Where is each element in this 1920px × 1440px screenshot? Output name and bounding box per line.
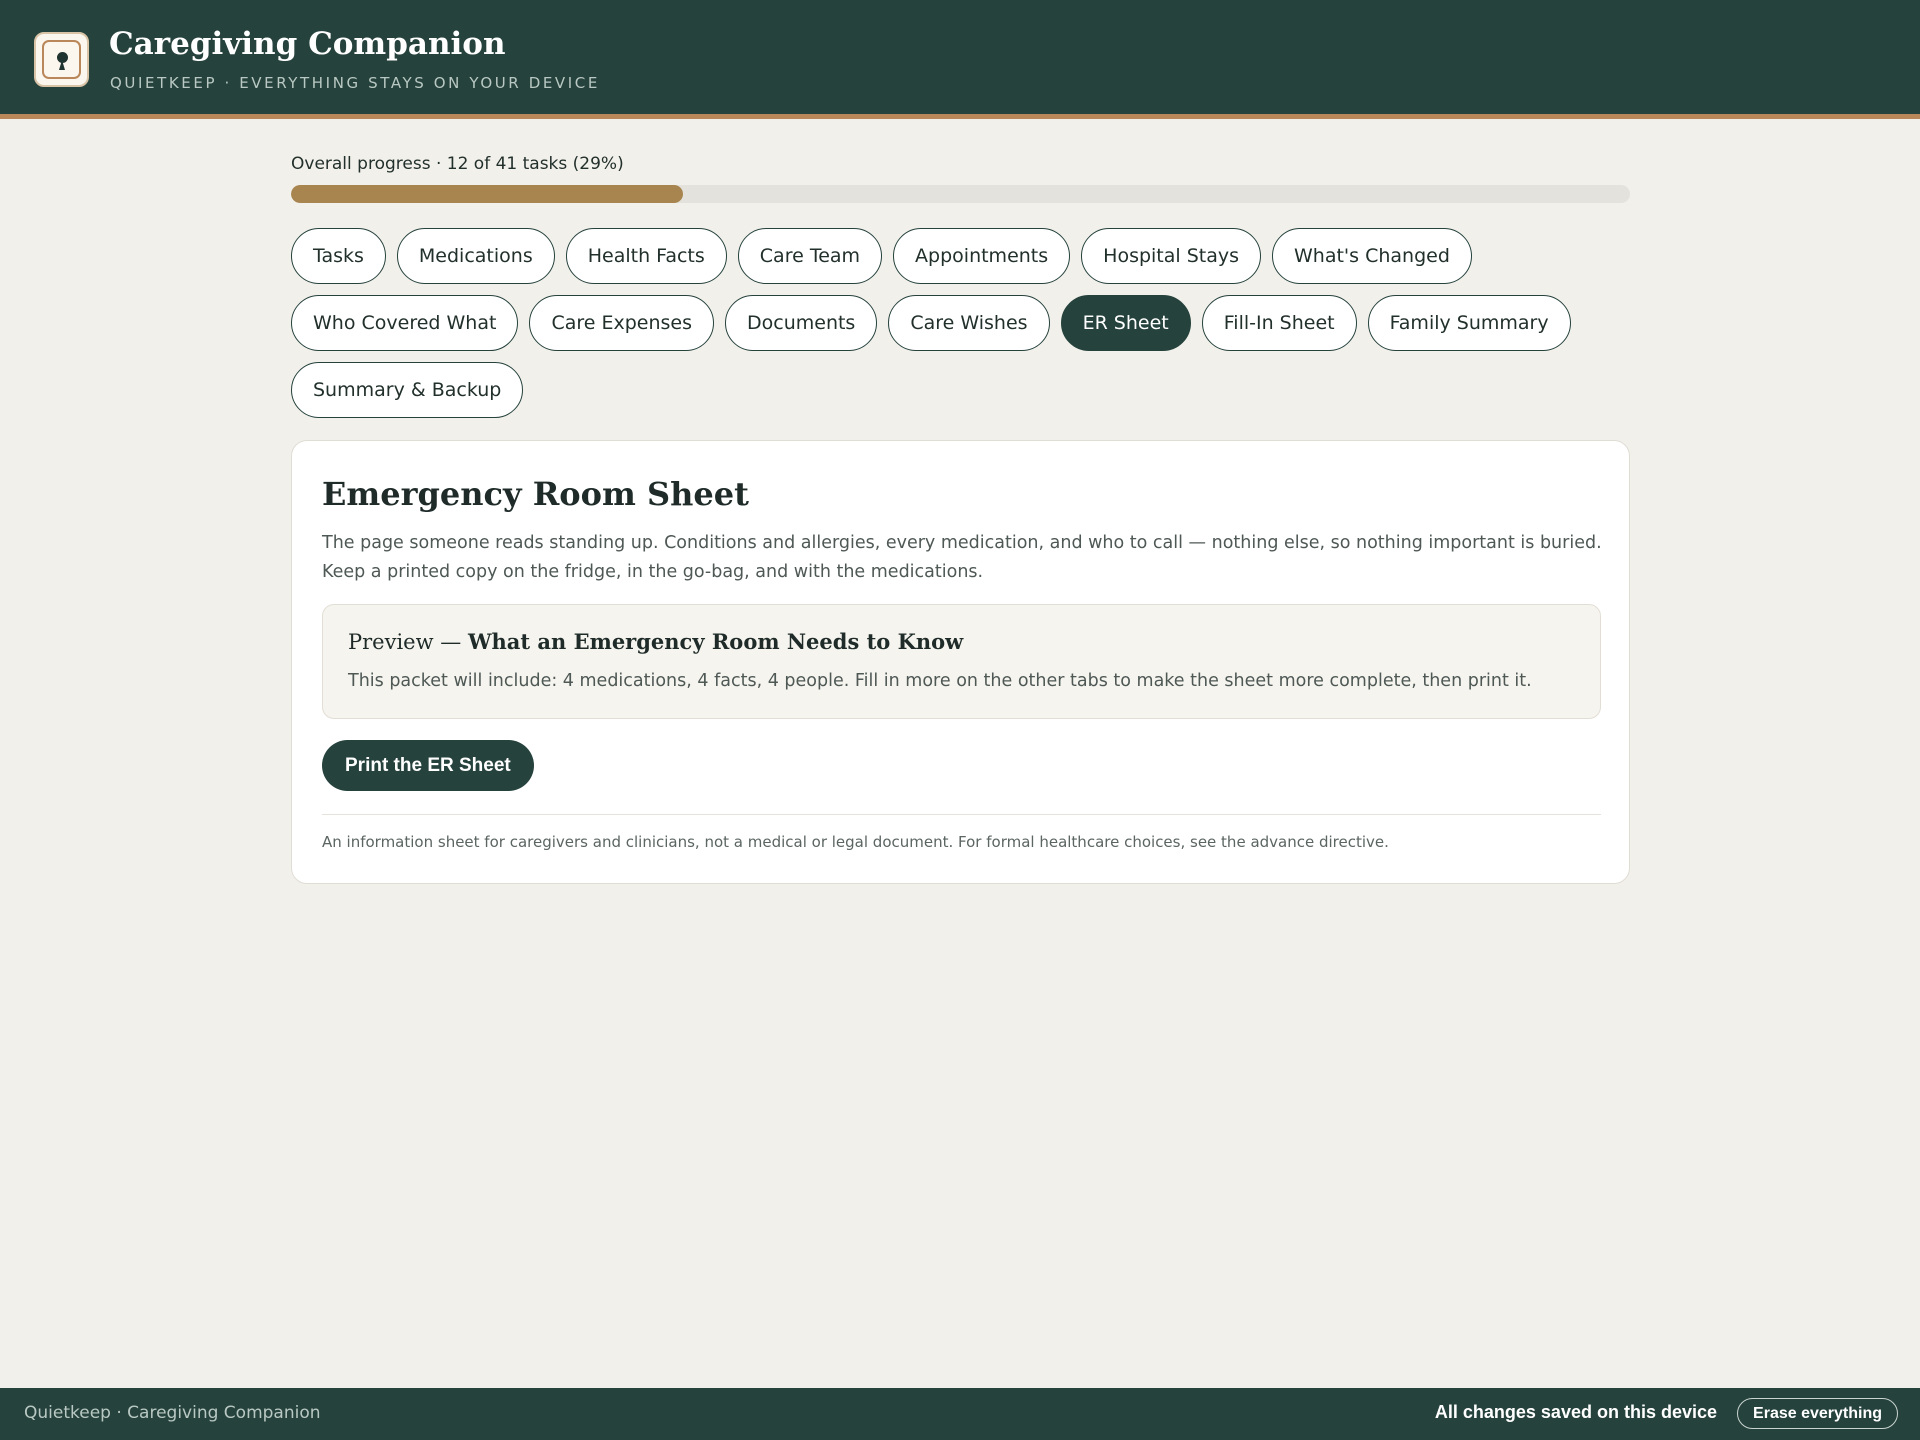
- tab-care-team[interactable]: Care Team: [738, 228, 882, 284]
- footer-app-name: Quietkeep · Caregiving Companion: [24, 1403, 321, 1423]
- tab-family-summary[interactable]: Family Summary: [1368, 295, 1571, 351]
- app-header: [0, 0, 1920, 119]
- progress-label: Overall progress · 12 of 41 tasks (29%): [291, 154, 624, 174]
- tab-bar: [291, 228, 1636, 418]
- tab-appointments[interactable]: Appointments: [893, 228, 1070, 284]
- app-footer: [0, 1388, 1920, 1440]
- tab-what-s-changed[interactable]: What's Changed: [1272, 228, 1472, 284]
- app-subtitle: QUIETKEEP · EVERYTHING STAYS ON YOUR DEVICE: [110, 74, 600, 92]
- keyhole-icon: [34, 32, 89, 87]
- app-title: Caregiving Companion: [109, 26, 506, 62]
- tab-hospital-stays[interactable]: Hospital Stays: [1081, 228, 1261, 284]
- page-title: Emergency Room Sheet: [322, 475, 749, 513]
- divider: [322, 814, 1601, 815]
- disclaimer-note: An information sheet for caregivers and clinicians, not a medical or legal document. For formal healthcare choices, see the advance directive.: [322, 833, 1389, 851]
- logo-frame: [42, 40, 81, 79]
- tab-care-wishes[interactable]: Care Wishes: [888, 295, 1049, 351]
- tab-summary-backup[interactable]: Summary & Backup: [291, 362, 523, 418]
- er-sheet-card: [291, 440, 1630, 884]
- tab-fill-in-sheet[interactable]: Fill-In Sheet: [1202, 295, 1357, 351]
- preview-box: [322, 604, 1601, 719]
- preview-text: This packet will include: 4 medications, 4 facts, 4 people. Fill in more on the other tabs to make the sheet more complete, then print it.: [348, 671, 1532, 691]
- tab-documents[interactable]: Documents: [725, 295, 877, 351]
- preview-prefix: Preview —: [348, 630, 468, 654]
- tab-care-expenses[interactable]: Care Expenses: [529, 295, 714, 351]
- tab-who-covered-what[interactable]: Who Covered What: [291, 295, 518, 351]
- preview-heading: [348, 629, 963, 654]
- tab-tasks[interactable]: Tasks: [291, 228, 386, 284]
- print-er-sheet-button[interactable]: Print the ER Sheet: [322, 740, 534, 791]
- progress-bar: [291, 185, 1630, 203]
- save-status: All changes saved on this device: [1434, 1402, 1717, 1422]
- tab-er-sheet[interactable]: ER Sheet: [1061, 295, 1191, 351]
- tab-medications[interactable]: Medications: [397, 228, 555, 284]
- page-description: The page someone reads standing up. Conditions and allergies, every medication, and who to call — nothing else, so nothing important is buried. Keep a printed copy on the fridge, in the go-bag, and with the medications.: [322, 533, 1602, 582]
- preview-title: What an Emergency Room Needs to Know: [467, 629, 964, 654]
- keyhole-stem: [59, 60, 65, 70]
- tab-health-facts[interactable]: Health Facts: [566, 228, 727, 284]
- erase-everything-button[interactable]: Erase everything: [1737, 1398, 1898, 1429]
- progress-fill: [291, 185, 683, 203]
